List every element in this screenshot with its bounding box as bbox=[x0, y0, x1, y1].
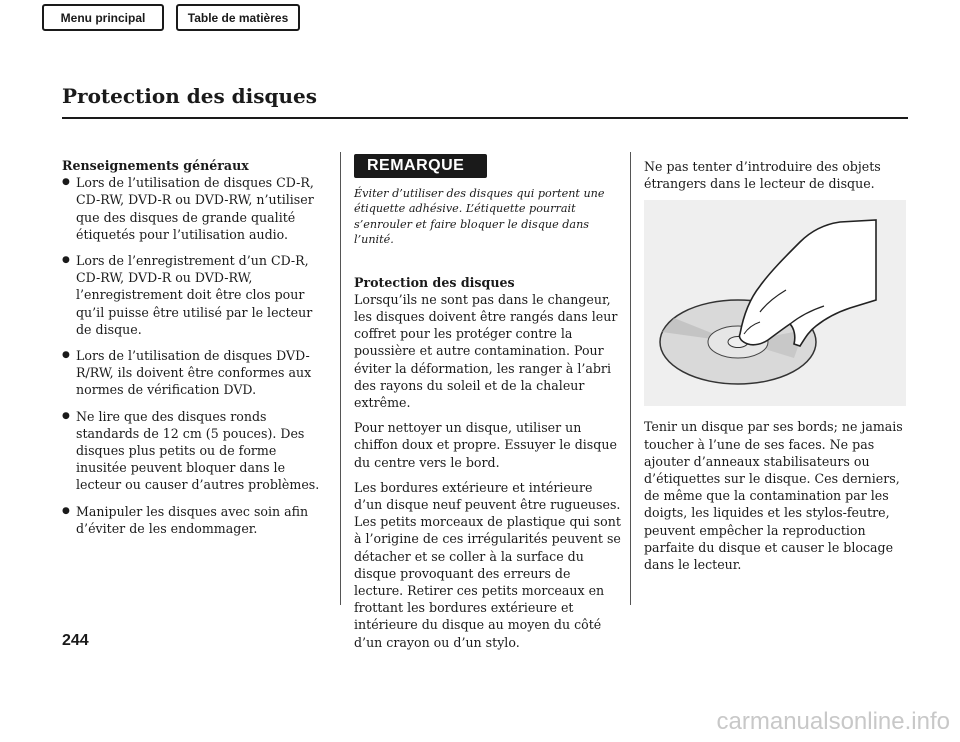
page-number: 244 bbox=[62, 632, 89, 649]
disc-illustration bbox=[644, 200, 906, 406]
title-rule bbox=[62, 117, 908, 119]
left-column bbox=[62, 157, 330, 546]
list-item: ● Lors de l’utilisation de disques DVD-R/RW, ils doivent être conformes aux normes de vérification DVD. bbox=[62, 347, 330, 399]
column-divider bbox=[630, 152, 631, 605]
general-info-heading: Renseignements généraux bbox=[62, 158, 249, 173]
watermark-text: carmanualsonline.info bbox=[716, 708, 950, 735]
list-item: ● Manipuler les disques avec soin afin d’éviter de les endommager. bbox=[62, 503, 330, 537]
list-item: ● Lors de l’enregistrement d’un CD-R, CD-RW, DVD-R ou DVD-RW, l’enregistrement doit être clos pour qu’il puisse être utilisé par le lecteur de disque. bbox=[62, 252, 330, 338]
menu-principal-button[interactable]: Menu principal bbox=[42, 4, 164, 31]
paragraph: Les bordures extérieure et intérieure d’un disque neuf peuvent être rugueuses. Les petits morceaux de plastique qui sont à l’origine de ces irrégularités peuvent se détacher et se coller à la surface du disque provoquant des erreurs de lecture. Retirer ces petits morceaux en frottant les bordures extérieure et intérieure du disque au moyen du côté d’un crayon ou d’un stylo. bbox=[354, 479, 621, 650]
list-item: ● Lors de l’utilisation de disques CD-R, CD-RW, DVD-R ou DVD-RW, n’utiliser que des disques de grande qualité étiquetés pour l’utilisation audio. bbox=[62, 174, 330, 243]
general-info-list bbox=[62, 174, 330, 537]
list-item: ● Ne lire que des disques ronds standards de 12 cm (5 pouces). Des disques plus petits ou de forme inusitée peuvent bloquer dans le lecteur ou causer d’autres problèmes. bbox=[62, 408, 330, 494]
column-divider bbox=[340, 152, 341, 605]
middle-column bbox=[354, 154, 622, 659]
foreign-objects-warning: Ne pas tenter d’introduire des objets étrangers dans le lecteur de disque. bbox=[644, 159, 881, 192]
right-column bbox=[644, 158, 912, 581]
disc-protection-heading: Protection des disques bbox=[354, 274, 515, 290]
remarque-label: REMARQUE bbox=[367, 157, 465, 174]
handling-instructions: Tenir un disque par ses bords; ne jamais toucher à l’une de ses faces. Ne pas ajouter d’anneaux stabilisateurs ou d’étiquettes sur le disque. Ces derniers, de même que la contamination par les doigts, les liquides et les stylos-feutre, peuvent empêcher la reproduction parfaite du disque et causer le blocage dans le lecteur. bbox=[644, 419, 903, 573]
remarque-notice-badge bbox=[354, 154, 487, 178]
table-of-contents-button[interactable]: Table de matières bbox=[176, 4, 300, 31]
page-title: Protection des disques bbox=[62, 84, 318, 108]
notice-text: Éviter d’utiliser des disques qui portent une étiquette adhésive. L’étiquette pourrait s’enrouler et faire bloquer le disque dans l’unité. bbox=[354, 187, 605, 247]
paragraph: Pour nettoyer un disque, utiliser un chiffon doux et propre. Essuyer le disque du centre vers le bord. bbox=[354, 420, 617, 470]
paragraph: Lorsqu’ils ne sont pas dans le changeur, les disques doivent être rangés dans leur coffret pour les protéger contre la poussière et autre contamination. Pour éviter la déformation, les ranger à l’abri des rayons du soleil et de la chaleur extrême. bbox=[354, 291, 618, 411]
hand-holding-disc-icon bbox=[644, 200, 906, 406]
